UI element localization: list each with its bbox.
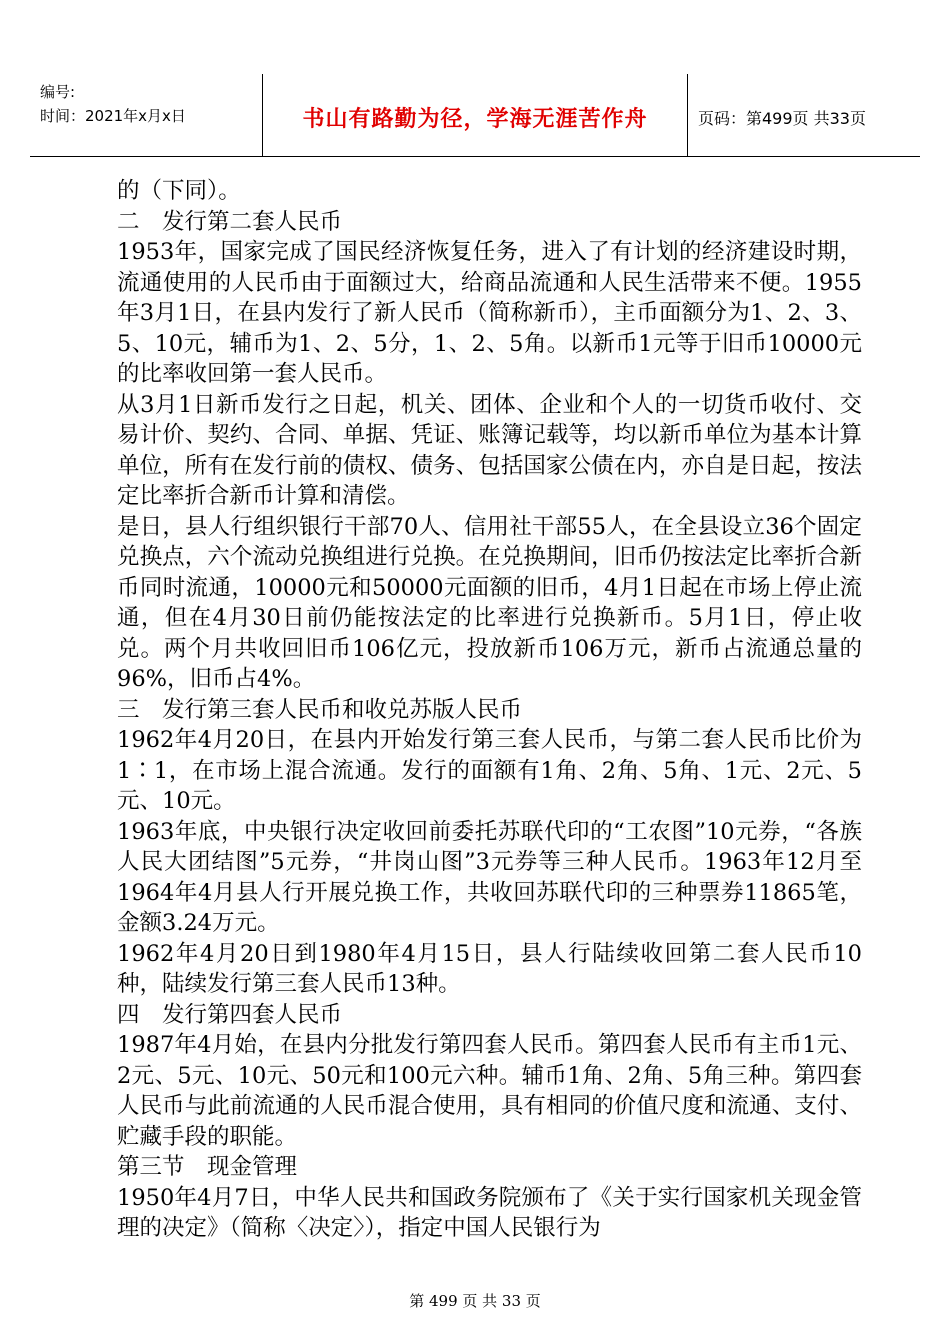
paragraph: 1950年4月7日，中华人民共和国政务院颁布了《关于实行国家机关现金管理的决定》（简称〈决定〉），指定中国人民银行为 (117, 1184, 862, 1241)
header-page-info: 页码：第499页 共33页 (698, 109, 866, 128)
paragraph: 1953年，国家完成了国民经济恢复任务，进入了有计划的经济建设时期，流通使用的人民币由于面额过大，给商品流通和人民生活带来不便。1955年3月1日，在县内发行了新人民币（简称新币），主币面额分为1、2、3、5、10元，辅币为1、2、5分，1、2、5角。以新币1元等于旧币10000元的比率收回第一套人民币。 (117, 239, 862, 387)
paragraph: 1962年4月20日，在县内开始发行第三套人民币，与第二套人民币比价为1∶1，在市场上混合流通。发行的面额有1角、2角、5角、1元、2元、5元、10元。 (117, 727, 862, 814)
paragraph: 从3月1日新币发行之日起，机关、团体、企业和个人的一切货币收付、交易计价、契约、合同、单据、凭证、账簿记载等，均以新币单位为基本计算单位，所有在发行前的债权、债务、包括国家公债在内，亦自是日起，按法定比率折合新币计算和清偿。 (117, 391, 862, 509)
paragraph: 1987年4月始，在县内分批发行第四套人民币。第四套人民币有主币1元、2元、5元、10元、50元和100元六种。辅币1角、2角、5角三种。第四套人民币与此前流通的人民币混合使用，具有相同的价值尺度和流通、支付、贮藏手段的职能。 (117, 1032, 862, 1150)
section-heading: 第三节 现金管理 (117, 1154, 298, 1180)
paragraph: 1963年底，中央银行决定收回前委托苏联代印的“工农图”10元券，“各族人民大团结图”5元券，“井岗山图”3元券等三种人民币。1963年12月至1964年4月县人行开展兑换工作，共收回苏联代印的三种票券11865笔，金额3.24万元。 (117, 818, 862, 936)
paragraph: 1962年4月20日到1980年4月15日，县人行陆续收回第二套人民币10种，陆续发行第三套人民币13种。 (117, 940, 862, 997)
section-heading: 三 发行第三套人民币和收兑苏版人民币 (117, 696, 523, 723)
section-heading: 二 发行第二套人民币 (117, 208, 343, 235)
document-number-label: 编号: (40, 83, 76, 101)
page-header (30, 74, 920, 157)
header-meta (40, 80, 186, 128)
document-body (117, 176, 862, 1244)
header-divider-right (687, 74, 688, 156)
document-time-label: 时间：2021年x月x日 (40, 107, 186, 125)
paragraph: 的（下同）。 (117, 178, 241, 204)
paragraph: 是日，县人行组织银行干部70人、信用社干部55人，在全县设立36个固定兑换点，六个流动兑换组进行兑换。在兑换期间，旧币仍按法定比率折合新币同时流通，10000元和50000元面额的旧币，4月1日起在市场上停止流通，但在4月30日前仍能按法定的比率进行兑换新币。5月1日，停止收兑。两个月共收回旧币106亿元，投放新币106万元，新币占流通总量的96%，旧币占4%。 (117, 513, 862, 692)
section-heading: 四 发行第四套人民币 (117, 1001, 343, 1028)
page-footer: 第 499 页 共 33 页 (409, 1292, 541, 1310)
header-motto: 书山有路勤为径，学海无涯苦作舟 (302, 107, 648, 132)
